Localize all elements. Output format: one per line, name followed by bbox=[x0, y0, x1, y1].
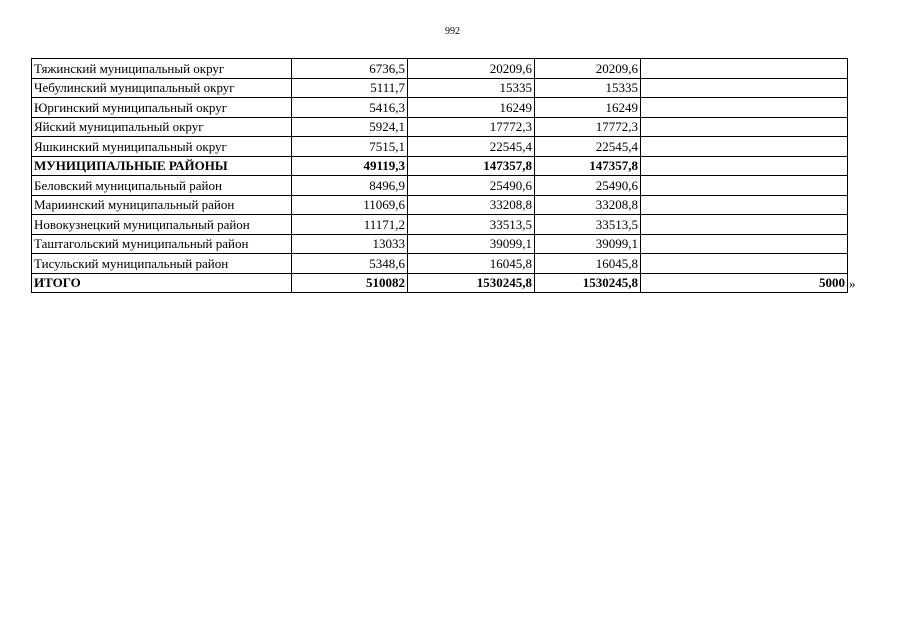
row-value-b-cell: 25490,6 bbox=[408, 176, 535, 196]
row-value-b-cell: 39099,1 bbox=[408, 234, 535, 254]
row-value-b-cell: 17772,3 bbox=[408, 117, 535, 137]
row-value-c-cell: 39099,1 bbox=[535, 234, 641, 254]
row-value-c-cell: 33513,5 bbox=[535, 215, 641, 235]
row-name-cell: Мариинский муниципальный район bbox=[32, 195, 292, 215]
row-value-b-cell: 16249 bbox=[408, 98, 535, 118]
row-value-c-cell: 16045,8 bbox=[535, 254, 641, 274]
page-number: 992 bbox=[445, 26, 460, 37]
row-value-c-cell: 25490,6 bbox=[535, 176, 641, 196]
row-value-d-cell bbox=[641, 156, 848, 176]
row-name-cell: ИТОГО bbox=[32, 273, 292, 293]
row-value-a-cell: 5111,7 bbox=[292, 78, 408, 98]
table-row bbox=[32, 234, 848, 254]
row-value-b-cell: 16045,8 bbox=[408, 254, 535, 274]
row-value-a-cell: 510082 bbox=[292, 273, 408, 293]
row-value-c-cell: 22545,4 bbox=[535, 137, 641, 157]
row-value-c-cell: 15335 bbox=[535, 78, 641, 98]
row-value-c-cell: 17772,3 bbox=[535, 117, 641, 137]
row-value-c-cell: 33208,8 bbox=[535, 195, 641, 215]
row-value-c-cell: 147357,8 bbox=[535, 156, 641, 176]
row-value-c-cell: 20209,6 bbox=[535, 59, 641, 79]
table-row bbox=[32, 78, 848, 98]
row-value-a-cell: 5416,3 bbox=[292, 98, 408, 118]
row-name-cell: Юргинский муниципальный округ bbox=[32, 98, 292, 118]
row-value-b-cell: 1530245,8 bbox=[408, 273, 535, 293]
row-value-a-cell: 7515,1 bbox=[292, 137, 408, 157]
row-value-d-cell bbox=[641, 98, 848, 118]
row-value-d-cell bbox=[641, 137, 848, 157]
table-row bbox=[32, 137, 848, 157]
row-value-a-cell: 6736,5 bbox=[292, 59, 408, 79]
closing-quote: » bbox=[849, 276, 856, 291]
row-value-b-cell: 22545,4 bbox=[408, 137, 535, 157]
row-value-c-cell: 16249 bbox=[535, 98, 641, 118]
row-value-b-cell: 20209,6 bbox=[408, 59, 535, 79]
row-name-cell: Беловский муниципальный район bbox=[32, 176, 292, 196]
row-value-b-cell: 33513,5 bbox=[408, 215, 535, 235]
table-row bbox=[32, 176, 848, 196]
row-value-a-cell: 5348,6 bbox=[292, 254, 408, 274]
row-name-cell: Таштагольский муниципальный район bbox=[32, 234, 292, 254]
row-name-cell: Яшкинский муниципальный округ bbox=[32, 137, 292, 157]
row-value-a-cell: 49119,3 bbox=[292, 156, 408, 176]
row-value-b-cell: 147357,8 bbox=[408, 156, 535, 176]
data-table bbox=[31, 58, 848, 293]
table-body bbox=[32, 59, 848, 293]
row-name-cell: Тяжинский муниципальный округ bbox=[32, 59, 292, 79]
row-value-d-cell bbox=[641, 78, 848, 98]
table-row bbox=[32, 273, 848, 293]
row-value-d-cell bbox=[641, 195, 848, 215]
row-name-cell: Новокузнецкий муниципальный район bbox=[32, 215, 292, 235]
row-value-b-cell: 15335 bbox=[408, 78, 535, 98]
row-value-d-cell: 5000 bbox=[641, 273, 848, 293]
row-value-a-cell: 11171,2 bbox=[292, 215, 408, 235]
row-value-a-cell: 8496,9 bbox=[292, 176, 408, 196]
table-row bbox=[32, 59, 848, 79]
row-value-d-cell bbox=[641, 176, 848, 196]
row-name-cell: Тисульский муниципальный район bbox=[32, 254, 292, 274]
table-row bbox=[32, 254, 848, 274]
table-row bbox=[32, 98, 848, 118]
row-name-cell: Чебулинский муниципальный округ bbox=[32, 78, 292, 98]
row-value-a-cell: 13033 bbox=[292, 234, 408, 254]
row-value-b-cell: 33208,8 bbox=[408, 195, 535, 215]
row-name-cell: МУНИЦИПАЛЬНЫЕ РАЙОНЫ bbox=[32, 156, 292, 176]
table-row bbox=[32, 156, 848, 176]
row-value-c-cell: 1530245,8 bbox=[535, 273, 641, 293]
row-value-d-cell bbox=[641, 254, 848, 274]
table-row bbox=[32, 215, 848, 235]
row-value-a-cell: 11069,6 bbox=[292, 195, 408, 215]
row-value-d-cell bbox=[641, 215, 848, 235]
row-value-d-cell bbox=[641, 234, 848, 254]
row-value-a-cell: 5924,1 bbox=[292, 117, 408, 137]
table-row bbox=[32, 117, 848, 137]
row-name-cell: Яйский муниципальный округ bbox=[32, 117, 292, 137]
table-row bbox=[32, 195, 848, 215]
row-value-d-cell bbox=[641, 59, 848, 79]
row-value-d-cell bbox=[641, 117, 848, 137]
